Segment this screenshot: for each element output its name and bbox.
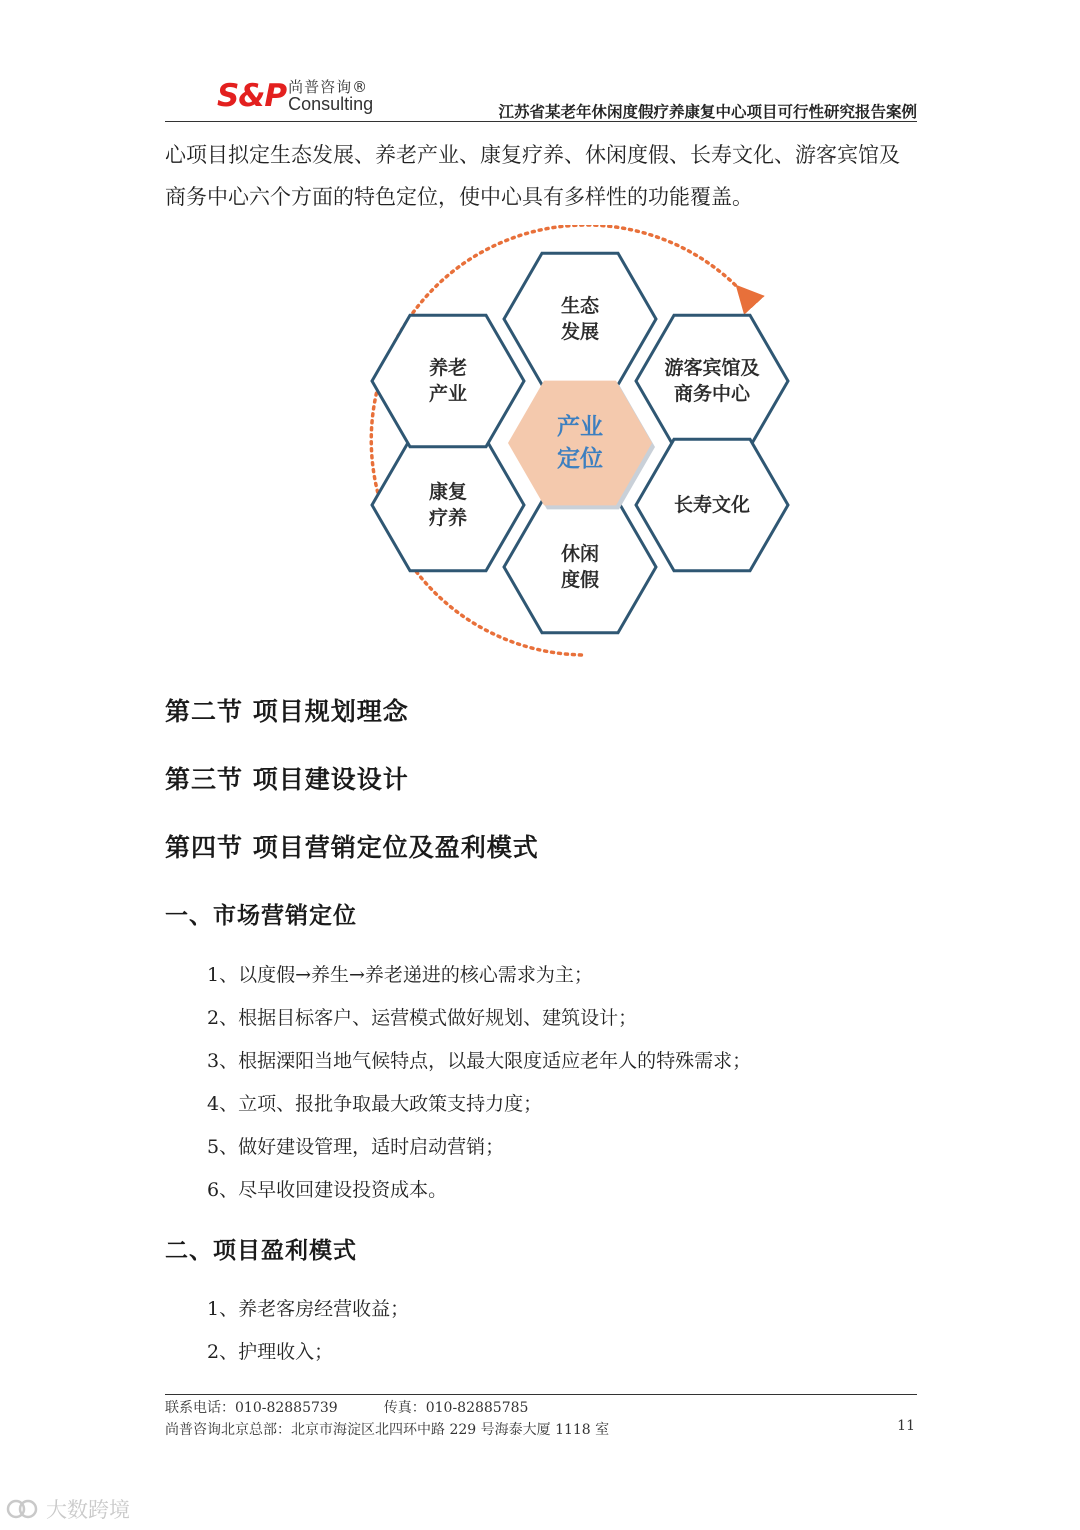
hex-rehab-recuperation-label-line: 康复 [428, 481, 468, 503]
footer-address: 尚普咨询北京总部：北京市海淀区北四环中路 229 号海泰大厦 1118 室 [165, 1422, 610, 1438]
report-title: 江苏省某老年休闲度假疗养康复中心项目可行性研究报告案例 [498, 103, 917, 121]
marketing-item: 1、以度假→养生→养老递进的核心需求为主； [207, 964, 593, 986]
hex-elderly-industry-label-line: 产业 [428, 383, 468, 405]
hex-longevity-culture [636, 439, 788, 571]
hex-leisure-vacation [504, 501, 656, 633]
logo-english-name: Consulting [288, 94, 374, 114]
hex-leisure-vacation-label-line: 休闲 [560, 543, 600, 565]
footer-fax: 传真：010-82885785 [383, 1400, 529, 1416]
profit-heading: 二、项目盈利模式 [165, 1238, 357, 1264]
hex-tourist-hotel-label-line: 商务中心 [673, 383, 751, 405]
intro-line-2: 商务中心六个方面的特色定位，使中心具有多样性的功能覆盖。 [165, 185, 753, 209]
header-divider [165, 121, 917, 122]
hex-rehab-recuperation [372, 439, 524, 571]
intro-line-1: 心项目拟定生态发展、养老产业、康复疗养、休闲度假、长寿文化、游客宾馆及 [165, 143, 900, 167]
hex-eco-development-label-line: 发展 [560, 321, 600, 343]
hexagon-shape [372, 315, 524, 447]
marketing-item: 4、立项、报批争取最大政策支持力度； [207, 1093, 543, 1115]
industry-positioning-diagram [345, 225, 795, 665]
hex-center-industry-positioning [508, 381, 655, 510]
profit-item: 2、护理收入； [207, 1341, 334, 1363]
marketing-item: 2、根据目标客户、运营模式做好规划、建筑设计； [207, 1007, 638, 1029]
company-logo [217, 78, 373, 114]
hex-elderly-industry-label-line: 养老 [428, 357, 468, 379]
watermark [6, 1494, 130, 1524]
hexagon-shape [636, 315, 788, 447]
hex-center-label-line: 产业 [557, 414, 603, 440]
hexagon-shape [372, 439, 524, 571]
logo-mark: S&P [217, 78, 287, 114]
logo-chinese-name: 尚普咨询® [288, 78, 369, 96]
section-heading-2: 第二节 项目规划理念 [165, 697, 409, 726]
watermark-text: 大数跨境 [46, 1498, 130, 1522]
hex-tourist-hotel [636, 315, 788, 447]
marketing-item: 6、尽早收回建设投资成本。 [207, 1179, 448, 1201]
hexagon-shape [504, 501, 656, 633]
marketing-item: 5、做好建设管理，适时启动营销； [207, 1136, 505, 1158]
intro-paragraph [165, 134, 925, 218]
hex-tourist-hotel-label-line: 游客宾馆及 [664, 357, 760, 379]
footer-phone: 联系电话：010-82885739 [165, 1400, 338, 1416]
marketing-item: 3、根据溧阳当地气候特点，以最大限度适应老年人的特殊需求； [207, 1050, 752, 1072]
hex-leisure-vacation-label-line: 度假 [560, 569, 600, 591]
profit-item: 1、养老客房经营收益； [207, 1298, 410, 1320]
hexagon-shape [504, 253, 656, 385]
page-number: 11 [897, 1418, 915, 1434]
watermark-logo-icon [6, 1497, 40, 1521]
hex-eco-development-label-line: 生态 [560, 295, 600, 317]
hex-elderly-industry [372, 315, 524, 447]
page-header [165, 70, 917, 122]
hexagon-diagram-svg [345, 225, 795, 665]
section-heading-4: 第四节 项目营销定位及盈利模式 [165, 833, 539, 862]
hex-rehab-recuperation-label-line: 疗养 [428, 507, 468, 529]
footer-divider [165, 1394, 917, 1395]
hex-eco-development [504, 253, 656, 385]
marketing-heading: 一、市场营销定位 [165, 903, 357, 929]
hex-center-label-line: 定位 [557, 446, 603, 472]
section-heading-3: 第三节 项目建设设计 [165, 765, 409, 794]
page-footer [165, 1394, 917, 1441]
hex-longevity-culture-label-line: 长寿文化 [673, 494, 751, 516]
